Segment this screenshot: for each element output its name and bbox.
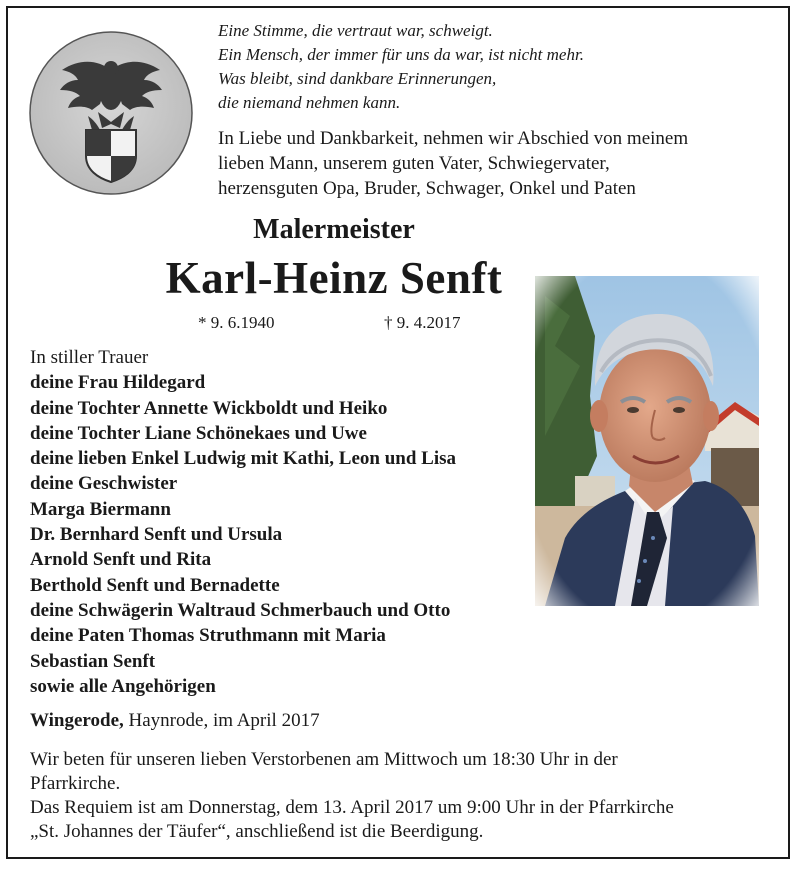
place-date: im April 2017 <box>212 710 320 731</box>
profession-title: Malermeister <box>253 214 415 245</box>
notice-line: Das Requiem ist am Donnerstag, dem 13. April 2017 um 9:00 Uhr in der Pfarrkirche <box>30 797 674 818</box>
mourner: Arnold Senft und Rita <box>30 549 212 571</box>
mourner: Marga Biermann <box>30 498 171 520</box>
notice-line: „St. Johannes der Täufer“, anschließend ist die Beerdigung. <box>30 821 484 842</box>
notice-line: Pfarrkirche. <box>30 773 121 794</box>
poem-line: Was bleibt, sind dankbare Erinnerungen, <box>218 69 497 88</box>
place-town-1: Wingerode, <box>30 710 124 731</box>
mourner: sowie alle Angehörigen <box>30 675 216 697</box>
poem <box>218 19 584 115</box>
mourner: Sebastian Senft <box>30 650 156 672</box>
mourners-lead: In stiller Trauer <box>30 347 149 368</box>
service-notice <box>30 748 674 844</box>
birth-date: * 9. 6.1940 <box>198 313 275 332</box>
mourners-list <box>30 345 456 699</box>
poem-line: die niemand nehmen kann. <box>218 93 401 112</box>
mourner: deine Geschwister <box>30 473 178 495</box>
place-town-2: Haynrode, <box>128 710 209 731</box>
coat-of-arms-seal-icon <box>28 30 194 196</box>
mourner: deine Tochter Annette Wickboldt und Heiko <box>30 397 388 419</box>
intro-line: herzensguten Opa, Bruder, Schwager, Onkel und Paten <box>218 178 636 199</box>
deceased-name: Karl-Heinz Senft <box>165 253 503 303</box>
portrait-photo <box>535 276 759 606</box>
intro-line: In Liebe und Dankbarkeit, nehmen wir Abschied von meinem <box>218 128 689 149</box>
mourner: deine lieben Enkel Ludwig mit Kathi, Leon und Lisa <box>30 448 457 470</box>
poem-line: Eine Stimme, die vertraut war, schweigt. <box>218 21 493 40</box>
mourner: deine Frau Hildegard <box>30 372 206 394</box>
notice-line: Wir beten für unseren lieben Verstorbenen am Mittwoch um 18:30 Uhr in der <box>30 749 618 770</box>
intro-line: lieben Mann, unserem guten Vater, Schwiegervater, <box>218 153 610 174</box>
mourner: deine Schwägerin Waltraud Schmerbauch und Otto <box>30 599 451 621</box>
mourner: Dr. Bernhard Senft und Ursula <box>30 524 283 546</box>
mourner: deine Tochter Liane Schönekaes und Uwe <box>30 422 367 444</box>
intro-text <box>218 126 688 201</box>
place-date-line <box>30 710 320 732</box>
poem-line: Ein Mensch, der immer für uns da war, ist nicht mehr. <box>218 45 584 64</box>
mourner: Berthold Senft und Bernadette <box>30 574 280 596</box>
death-date: † 9. 4.2017 <box>384 313 461 332</box>
mourner: deine Paten Thomas Struthmann mit Maria <box>30 625 386 647</box>
